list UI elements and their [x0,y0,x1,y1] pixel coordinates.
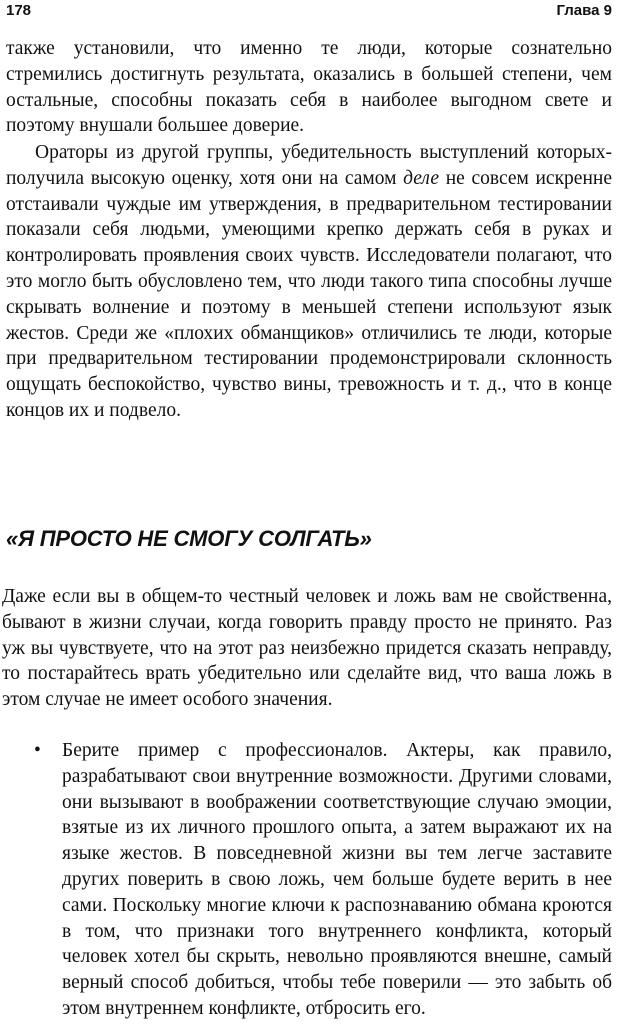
section-intro-paragraph: Даже если вы в общем-то честный человек и ложь вам не свойственна, бывают в жизни случаи, когда говорить правду просто не принято. Раз уж вы чувствуете, что на этот раз неизбежно придется сказать неправду, то постарайтесь врать убедительно или сделайте вид, что ваша ложь в этом случае не имеет особого значения. [2,586,612,711]
paragraph-text-before: Ораторы из другой группы, убедительность выступлений которых- получила высокую оценку, хотя они на самом [6,142,612,189]
chapter-label: Глава 9 [556,2,612,19]
bullet-text: Берите пример с профессионалов. Актеры, как правило, разрабатывают свои внутренние возможности. Другими словами, они вызывают в воображении соответствующие случаю эмоции, взятые из их личного прошлого опыта, а затем выражают их на языке жестов. В повседневной жизни вы тем легче заставите других поверить в свою ложь, чем больше будете верить в нее сами. Поскольку многие ключи к распознаванию обмана кроются в том, что признаки того внутреннего конфликта, который человек хотел бы скрыть, невольно проявляются внешне, самый верный способ добиться, чтобы тебе поверили — это забыть об этом внутреннем конфликте, отбросить его. [62,740,612,1019]
running-head [6,2,612,24]
emphasized-word: деле [403,167,440,189]
bullet-icon: • [34,740,41,761]
paragraph-text-after: не совсем искренне отстаивали чуждые им утверждения, в предварительном тестировании показали себя людьми, умеющими крепко держать себя в руках и контролировать проявления своих чувств. Исследователи полагают, что это могло быть обусловлено тем, что люди такого типа способны лучше скрывать волнение и поэтому в меньшей степени используют язык жестов. Среди же «плохих обманщиков» отличились те люди, которые при предварительном тестировании продемонстрировали склонность ощущать беспокойство, чувство вины, тревожность и т. д., что в конце концов их и подвело. [6,167,612,421]
bullet-list-item [36,738,612,1022]
section-heading: «Я ПРОСТО НЕ СМОГУ СОЛГАТЬ» [6,526,372,551]
paragraph-orators [6,140,612,424]
page-number: 178 [6,2,32,19]
paragraph-continuation: также установили, что именно те люди, которые сознательно стремились достигнуть результата, оказались в большей степени, чем остальные, способны показать себя в наиболее выгодном свете и поэтому внушали большее доверие. [6,38,612,137]
